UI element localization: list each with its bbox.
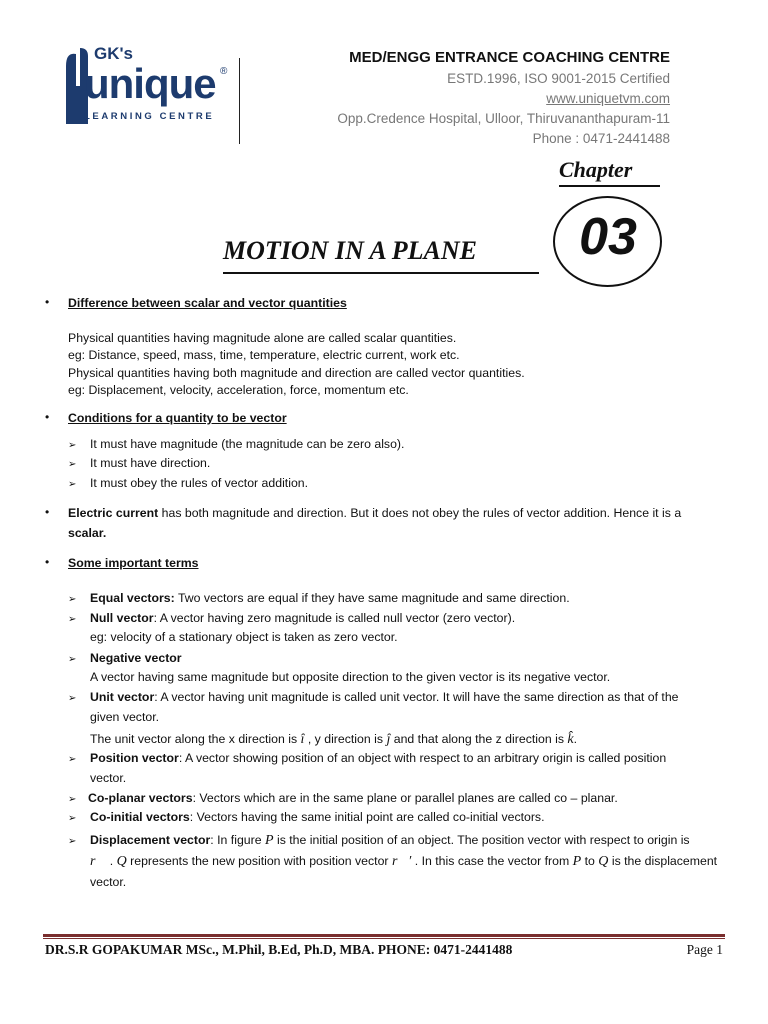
page-title: MOTION IN A PLANE bbox=[223, 236, 478, 265]
arrow-bullet-icon: ➢ bbox=[68, 794, 77, 805]
logo-name: unique bbox=[84, 60, 216, 107]
term-position-vector: Position vector: A vector showing position of an object with respect to an arbitrary origin is called position bbox=[90, 751, 667, 765]
arrow-bullet-icon: ➢ bbox=[68, 479, 77, 490]
bullet-icon: • bbox=[45, 505, 50, 519]
header-website-link[interactable]: www.uniquetvm.com bbox=[546, 91, 670, 106]
logo-subtitle: LEARNING CENTRE bbox=[84, 111, 215, 122]
bullet-icon: • bbox=[45, 410, 50, 424]
page-number: Page 1 bbox=[686, 942, 723, 957]
electric-current-paragraph: Electric current has both magnitude and direction. But it does not obey the rules of vector addition. Hence it is a bbox=[68, 506, 682, 520]
displacement-line: r⃗ . Q represents the new position with position vector r⃗′ . In this case the vector from P to Q is the displacement bbox=[90, 854, 718, 869]
logo-prefix: GK's bbox=[94, 44, 133, 63]
term-unit-vector: Unit vector: A vector having unit magnitude is called unit vector. It will have the same direction as that of the bbox=[90, 690, 679, 704]
arrow-bullet-icon: ➢ bbox=[68, 594, 77, 605]
footer-author: DR.S.R GOPAKUMAR MSc., M.Phil, B.Ed, Ph.D, MBA. PHONE: 0471-2441488 bbox=[45, 942, 513, 957]
arrow-bullet-icon: ➢ bbox=[68, 459, 77, 470]
header-phone: Phone : 0471-2441488 bbox=[532, 131, 670, 146]
electric-current-end: scalar. bbox=[68, 526, 107, 540]
paragraph-line: eg: Distance, speed, mass, time, temperature, electric current, work etc. bbox=[68, 348, 460, 362]
section-heading: Conditions for a quantity to be vector bbox=[68, 411, 287, 425]
list-item: It must have direction. bbox=[90, 456, 211, 470]
term-negative-vector: Negative vector bbox=[90, 651, 182, 665]
header-estd: ESTD.1996, ISO 9001-2015 Certified bbox=[447, 71, 670, 86]
arrow-bullet-icon: ➢ bbox=[68, 614, 77, 625]
header-divider bbox=[239, 58, 240, 144]
arrow-bullet-icon: ➢ bbox=[68, 754, 77, 765]
term-equal-vectors: Equal vectors: Two vectors are equal if they have same magnitude and same direction. bbox=[90, 591, 570, 605]
section-heading: Some important terms bbox=[68, 556, 199, 570]
arrow-bullet-icon: ➢ bbox=[68, 813, 77, 824]
paragraph-line: eg: velocity of a stationary object is taken as zero vector. bbox=[90, 630, 398, 644]
chapter-label: Chapter bbox=[559, 157, 633, 182]
paragraph-line: A vector having same magnitude but opposite direction to the given vector is its negative vector. bbox=[90, 670, 611, 684]
header-address: Opp.Credence Hospital, Ulloor, Thiruvananthapuram-11 bbox=[337, 111, 670, 126]
term-null-vector: Null vector: A vector having zero magnitude is called null vector (zero vector). bbox=[90, 611, 516, 625]
paragraph-line: vector. bbox=[90, 875, 127, 889]
arrow-bullet-icon: ➢ bbox=[68, 693, 77, 704]
logo bbox=[62, 42, 232, 132]
paragraph-line: vector. bbox=[90, 771, 127, 785]
bullet-icon: • bbox=[45, 295, 50, 309]
list-item: It must obey the rules of vector addition. bbox=[90, 476, 309, 490]
term-coinitial-vectors: Co-initial vectors: Vectors having the same initial point are called co-initial vectors. bbox=[90, 810, 545, 824]
arrow-bullet-icon: ➢ bbox=[68, 440, 77, 451]
term: Electric current bbox=[68, 506, 159, 520]
paragraph-line: Physical quantities having both magnitude and direction are called vector quantities. bbox=[68, 366, 525, 380]
section-heading: Difference between scalar and vector quantities bbox=[68, 296, 347, 310]
paragraph-line: given vector. bbox=[90, 710, 160, 724]
arrow-bullet-icon: ➢ bbox=[68, 654, 77, 665]
bullet-icon: • bbox=[45, 555, 50, 569]
arrow-bullet-icon: ➢ bbox=[68, 836, 77, 847]
unit-vector-line: The unit vector along the x direction is î , y direction is ĵ and that along the z direction is k̂. bbox=[90, 732, 578, 747]
title-underline bbox=[223, 272, 539, 274]
footer-rule bbox=[43, 934, 725, 937]
paragraph-line: Physical quantities having magnitude alone are called scalar quantities. bbox=[68, 331, 457, 345]
paragraph-line: eg: Displacement, velocity, acceleration, force, momentum etc. bbox=[68, 383, 409, 397]
header-title: MED/ENGG ENTRANCE COACHING CENTRE bbox=[349, 49, 670, 66]
footer-rule bbox=[43, 938, 725, 939]
logo-registered-mark: ® bbox=[220, 66, 228, 77]
chapter-underline bbox=[559, 185, 660, 187]
list-item: It must have magnitude (the magnitude can be zero also). bbox=[90, 437, 405, 451]
term-coplanar-vectors: Co-planar vectors: Vectors which are in the same plane or parallel planes are called co – planar. bbox=[88, 791, 618, 805]
term-displacement-vector: Displacement vector: In figure P is the initial position of an object. The position vector with respect to origin is bbox=[90, 833, 690, 848]
chapter-number: 03 bbox=[579, 208, 637, 266]
